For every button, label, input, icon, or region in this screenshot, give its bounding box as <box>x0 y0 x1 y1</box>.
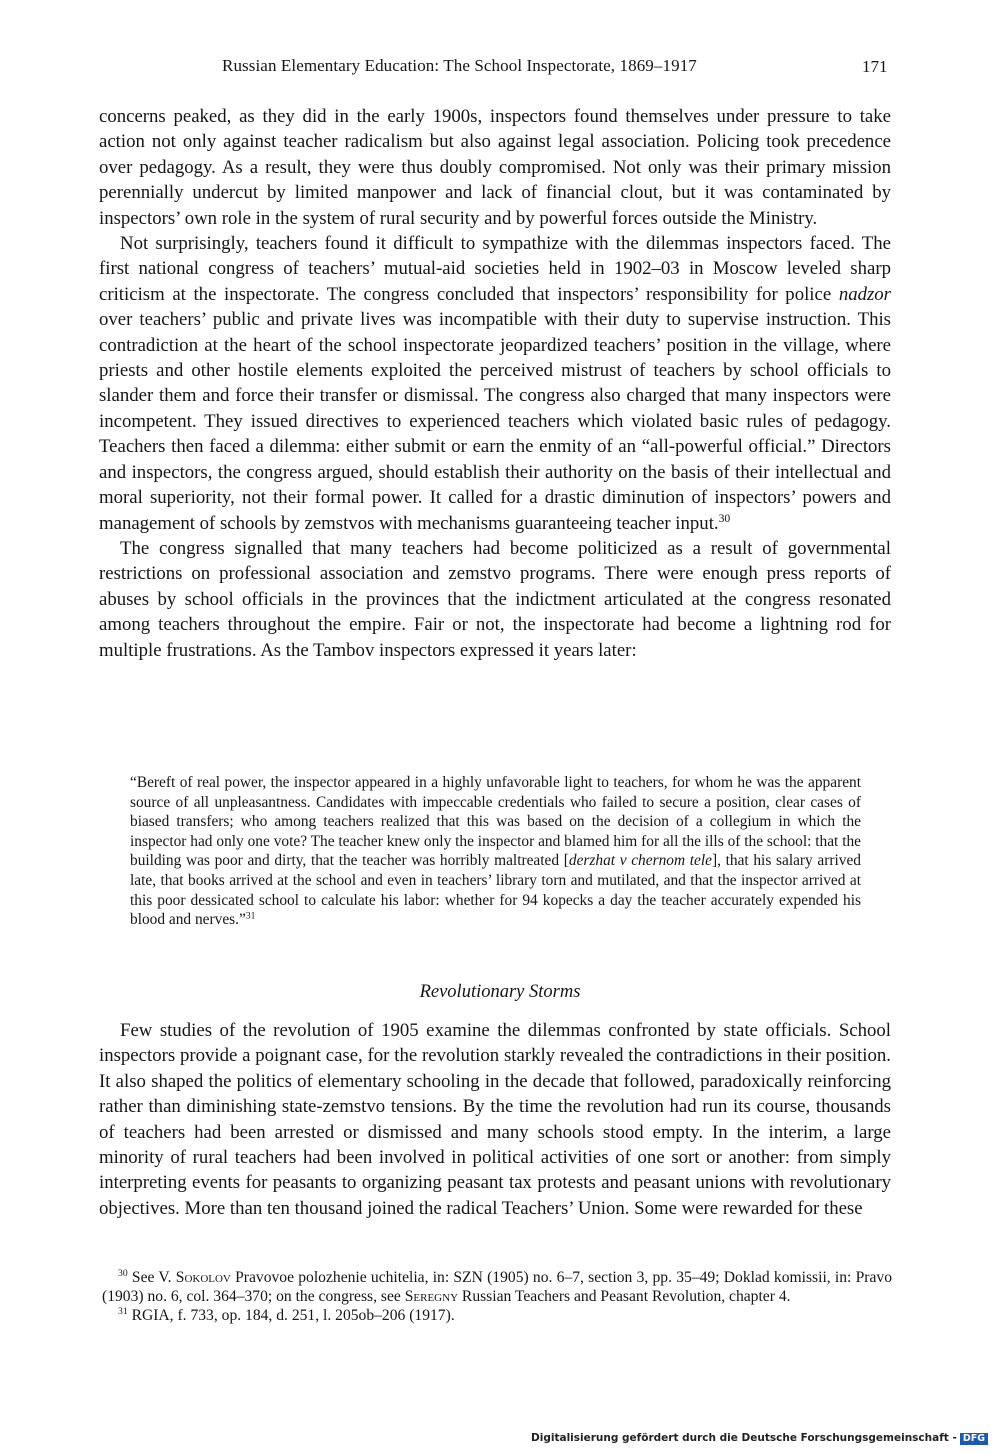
paragraph-1: concerns peaked, as they did in the early 1900s, inspectors found themselves under pressure to take action not only against teacher radicalism but also against legal association. Policing took precedence over pedagogy. As a result, they were thus doubly compromised. Not only was their primary mission perennially undercut by limited manpower and lack of financial clout, but it was contaminated by inspectors’ own role in the system of rural security and by powerful forces outside the Ministry. <box>99 106 891 229</box>
footnote-31-number: 31 <box>118 1306 128 1318</box>
section-heading: Revolutionary Storms <box>419 982 581 1002</box>
block-quote <box>130 773 861 930</box>
quote-part-a: “Bereft of real power, the inspector appeared in a highly unfavorable light to teachers, for whom he was the apparent source of all unpleasantness. Candidates with impeccable credentials who failed to secure a position, clear cases of biased transfers; who among teachers realized that this was based on the decision of a collegium in which the inspector had only one vote? The teacher knew only the inspector and blamed him for all the ills of the school: that the building was poor and dirty, that the teacher was horribly maltreated [ <box>130 774 861 870</box>
footnote-31-text: RGIA, f. 733, op. 184, d. 251, l. 205ob–206 (1917). <box>131 1307 455 1325</box>
footnote-30 <box>102 1268 892 1306</box>
footnotes <box>102 1268 892 1326</box>
footnote-ref-31[interactable]: 31 <box>245 910 256 922</box>
page-number: 171 <box>862 57 888 76</box>
paragraph-2-part-b: over teachers’ public and private lives was incompatible with their duty to supervise instruction. This contradiction at the heart of the school inspectorate jeopardized teachers’ position in the village, where priests and other hostile elements exploited the perceived mistrust of teachers by school officials to slander them and force their transfer or dismissal. The congress also charged that many inspectors were incompetent. They issued directives to experienced teachers which violated basic rules of pedagogy. Teachers then faced a dilemma: either submit or earn the enmity of an “all-powerful official.” Directors and inspectors, the congress argued, should establish their authority on the basis of their intellectual and moral superiority, not their formal power. It called for a drastic diminution of inspectors’ powers and management of schools by zemstvos with mechanisms guaranteeing teacher input. <box>99 309 891 534</box>
footnote-30-part-c: Russian Teachers and Peasant Revolution, chapter 4. <box>458 1288 791 1306</box>
paragraph-2-italic-term: nadzor <box>838 283 891 305</box>
paragraph-2 <box>99 231 891 536</box>
footnote-31 <box>102 1306 892 1325</box>
footnote-30-author-1: Sokolov <box>175 1269 231 1286</box>
footnote-ref-30[interactable]: 30 <box>718 511 731 525</box>
digitization-credit-text: Digitalisierung gefördert durch die Deutsche Forschungsgemeinschaft - <box>531 1432 957 1444</box>
paragraph-2-part-a: Not surprisingly, teachers found it difficult to sympathize with the dilemmas inspectors faced. The first national congress of teachers’ mutual-aid societies held in 1902–03 in Moscow leveled sharp criticism at the inspectorate. The congress concluded that inspectors’ responsibility for police <box>99 233 891 305</box>
paragraph-3: The congress signalled that many teachers had become politicized as a result of governmental restrictions on professional association and zemstvo programs. There were enough press reports of abuses by school officials in the provinces that the indictment articulated at the congress resonated among teachers throughout the empire. Fair or not, the inspectorate had become a lightning rod for multiple frustrations. As the Tambov inspectors expressed it years later: <box>99 537 891 661</box>
footnote-30-number: 30 <box>118 1268 128 1280</box>
quote-part-b: ], that his salary arrived late, that books arrived at the school and even in teachers’ library torn and mutilated, and that the inspector arrived at this poor dessicated school to calculate his labor: whether for 94 kopecks a day the teacher accurately expended his blood and nerves.” <box>130 852 861 929</box>
dfg-logo: DFG <box>960 1433 988 1445</box>
digitization-credit <box>531 1432 988 1445</box>
paragraph-4: Few studies of the revolution of 1905 examine the dilemmas confronted by state officials. School inspectors provide a poignant case, for the revolution starkly revealed the contradictions in their position. It also shaped the politics of elementary schooling in the decade that followed, paradoxically reinforcing rather than diminishing state-zemstvo tensions. By the time the revolution had run its course, thousands of teachers had been arrested or dismissed and many schools stood empty. In the interim, a large minority of rural teachers had been involved in political activities of one sort or another: from simply interpreting events for peasants to organizing peasant tax protests and peasant unions with revolutionary objectives. More than ten thousand joined the radical Teachers’ Union. Some were rewarded for these <box>99 1020 891 1219</box>
running-header: Russian Elementary Education: The School Inspectorate, 1869–1917 <box>222 56 697 75</box>
main-text-lower <box>99 1018 891 1221</box>
footnote-30-author-2: Seregny <box>404 1288 459 1306</box>
footnote-30-part-a: See V. <box>131 1269 176 1286</box>
footnote-30-part-b: Pravovoe polozhenie uchitelia, in: SZN (1905) no. 6–7, section 3, pp. 35–49; Doklad komissii, in: Pravo (1903) no. 6, col. 364–370; on the congress, see <box>102 1269 892 1306</box>
main-text-upper <box>99 104 891 663</box>
quote-italic-term: derzhat v chernom tele <box>568 852 712 870</box>
